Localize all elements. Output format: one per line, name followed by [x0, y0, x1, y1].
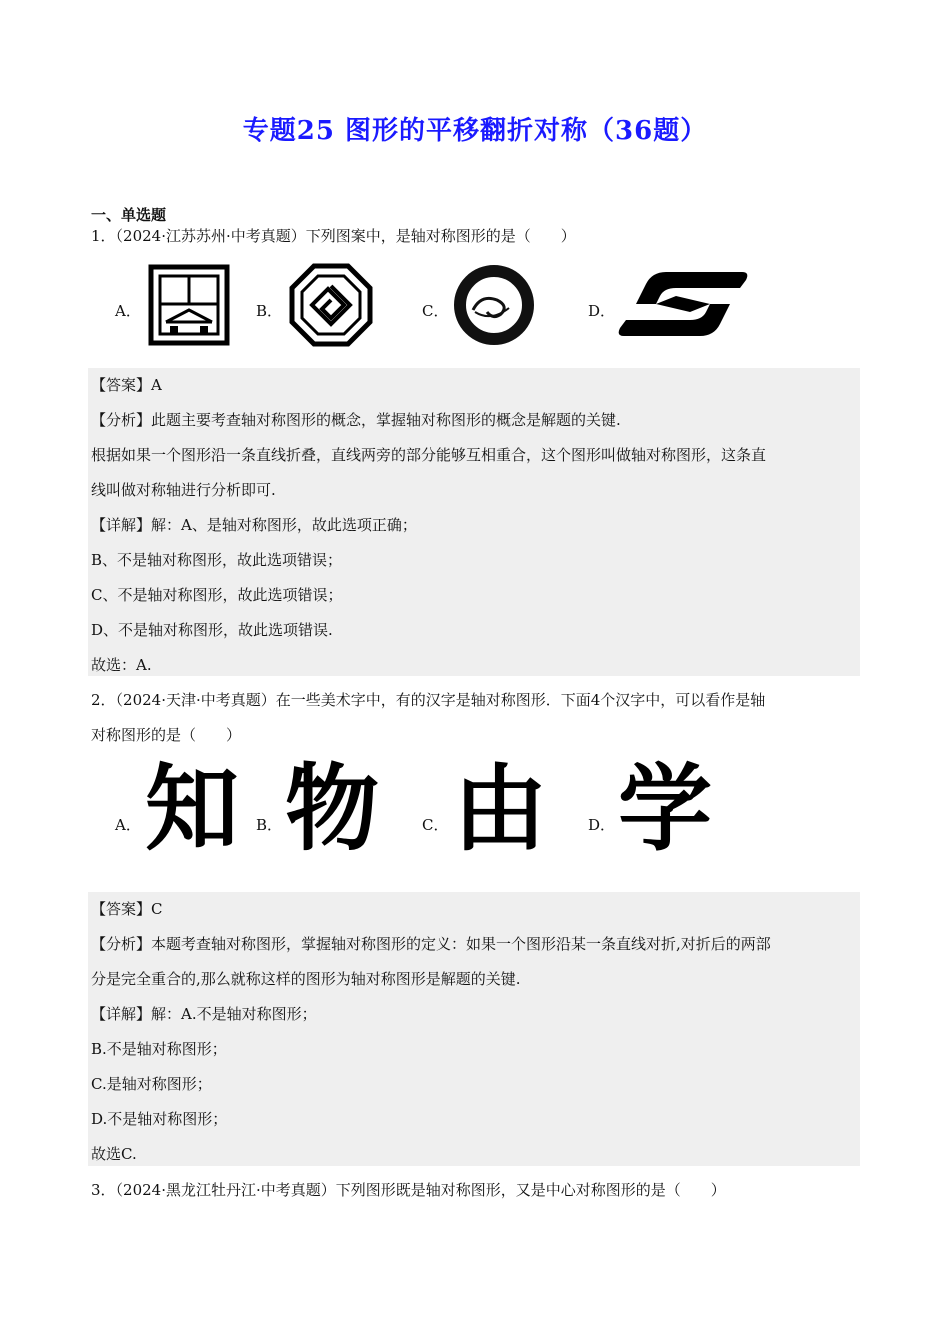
question-3-stem: 3．（2024·黑龙江牡丹江·中考真题）下列图形既是轴对称图形，又是中心对称图形的是（ ）: [91, 1181, 726, 1199]
section-heading: 一、单选题: [91, 206, 167, 224]
question-2-stem-line: 对称图形的是（ ）: [91, 726, 242, 744]
option-d-label: D．: [588, 816, 616, 834]
option-b-figure: [288, 262, 374, 348]
answer-line: D.不是轴对称图形；: [91, 1110, 228, 1128]
option-a-label: A．: [115, 816, 141, 834]
answer-line: C、不是轴对称图形，故此选项错误；: [91, 586, 343, 604]
option-d-label: D．: [588, 302, 616, 320]
answer-line: B.不是轴对称图形；: [91, 1040, 227, 1058]
answer-line: 【详解】解：A.不是轴对称图形；: [91, 1005, 317, 1023]
question-1-answer: [88, 368, 860, 676]
answer-line: D、不是轴对称图形，故此选项错误.: [91, 621, 333, 639]
answer-line: 故选：A.: [91, 656, 152, 674]
answer-line: 【分析】此题主要考查轴对称图形的概念，掌握轴对称图形的概念是解题的关键.: [91, 411, 621, 429]
question-2-options: [91, 755, 861, 864]
option-b-label: B．: [256, 816, 283, 834]
question-1-stem: 1．（2024·江苏苏州·中考真题）下列图案中，是轴对称图形的是（ ）: [91, 227, 576, 245]
answer-line: 根据如果一个图形沿一条直线折叠，直线两旁的部分能够互相重合，这个图形叫做轴对称图形，这条直: [91, 446, 767, 464]
option-c-figure: [451, 262, 537, 348]
question-2-answer: [88, 892, 860, 1166]
option-b-label: B．: [256, 302, 283, 320]
answer-line: 线叫做对称轴进行分析即可.: [91, 481, 276, 499]
answer-line: 【详解】解：A、是轴对称图形，故此选项正确；: [91, 516, 417, 534]
answer-line: 【分析】本题考查轴对称图形，掌握轴对称图形的定义：如果一个图形沿某一条直线对折,对折后的两部: [91, 935, 771, 953]
question-2-stem: [91, 683, 861, 753]
option-c-label: C．: [422, 302, 449, 320]
option-d-character: 学: [618, 755, 713, 864]
page-title: 专题25 图形的平移翻折对称（36题）: [242, 116, 708, 146]
option-a-character: 知: [145, 755, 240, 864]
option-c-label: C．: [422, 816, 449, 834]
answer-line: C.是轴对称图形；: [91, 1075, 212, 1093]
question-1-options: [91, 262, 861, 362]
option-a-label: A．: [115, 302, 141, 320]
answer-line: 【答案】A: [91, 376, 162, 394]
answer-line: 故选C.: [91, 1145, 137, 1163]
question-2-stem-line: 2．（2024·天津·中考真题）在一些美术字中，有的汉字是轴对称图形．下面4个汉字中，可以看作是轴: [91, 691, 766, 709]
option-c-character: 由: [453, 755, 548, 864]
answer-line: B、不是轴对称图形，故此选项错误；: [91, 551, 343, 569]
option-b-character: 物: [285, 755, 380, 864]
option-a-figure: [148, 264, 230, 346]
option-d-figure: [616, 266, 750, 342]
answer-line: 【答案】C: [91, 900, 163, 918]
answer-line: 分是完全重合的,那么就称这样的图形为轴对称图形是解题的关键.: [91, 970, 521, 988]
